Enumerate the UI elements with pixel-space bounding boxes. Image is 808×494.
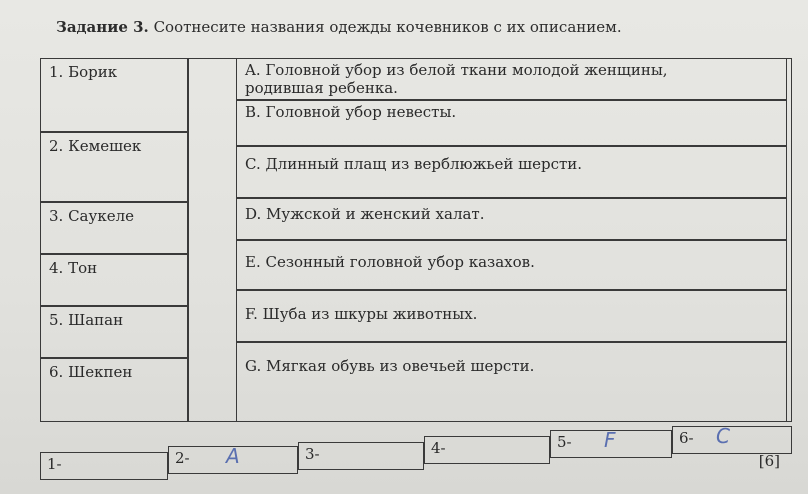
answer-cell-6[interactable]: 6- — [672, 426, 792, 454]
column-divider — [188, 58, 189, 422]
answer-cell-4[interactable]: 4- — [424, 436, 550, 464]
answer-cell-5[interactable]: 5- — [550, 430, 672, 458]
task-instruction: Соотнесите названия одежды кочевников с их описанием. — [153, 18, 622, 36]
left-item: 3. Саукеле — [40, 202, 188, 254]
right-item: G. Мягкая обувь из овечьей шерсти. — [236, 342, 787, 422]
handwritten-answer: F — [604, 428, 616, 452]
right-item: A. Головной убор из белой ткани молодой женщины, родившая ребенка. — [236, 58, 787, 100]
left-item: 4. Тон — [40, 254, 188, 306]
right-item: F. Шуба из шкуры животных. — [236, 290, 787, 342]
task-title — [56, 18, 622, 36]
right-item: C. Длинный плащ из верблюжьей шерсти. — [236, 146, 787, 198]
handwritten-answer: A — [226, 444, 240, 468]
left-item: 1. Борик — [40, 58, 188, 132]
handwritten-answer: C — [716, 424, 730, 448]
right-item: E. Сезонный головной убор казахов. — [236, 240, 787, 290]
answer-cell-1[interactable]: 1- — [40, 452, 168, 480]
answer-cell-2[interactable]: 2- — [168, 446, 298, 474]
left-item: 6. Шекпен — [40, 358, 188, 422]
right-item: B. Головной убор невесты. — [236, 100, 787, 146]
answer-cell-3[interactable]: 3- — [298, 442, 424, 470]
task-number: Задание 3. — [56, 18, 149, 36]
left-item: 2. Кемешек — [40, 132, 188, 202]
left-item: 5. Шапан — [40, 306, 188, 358]
right-item: D. Мужской и женский халат. — [236, 198, 787, 240]
score-mark: [6] — [758, 452, 780, 470]
